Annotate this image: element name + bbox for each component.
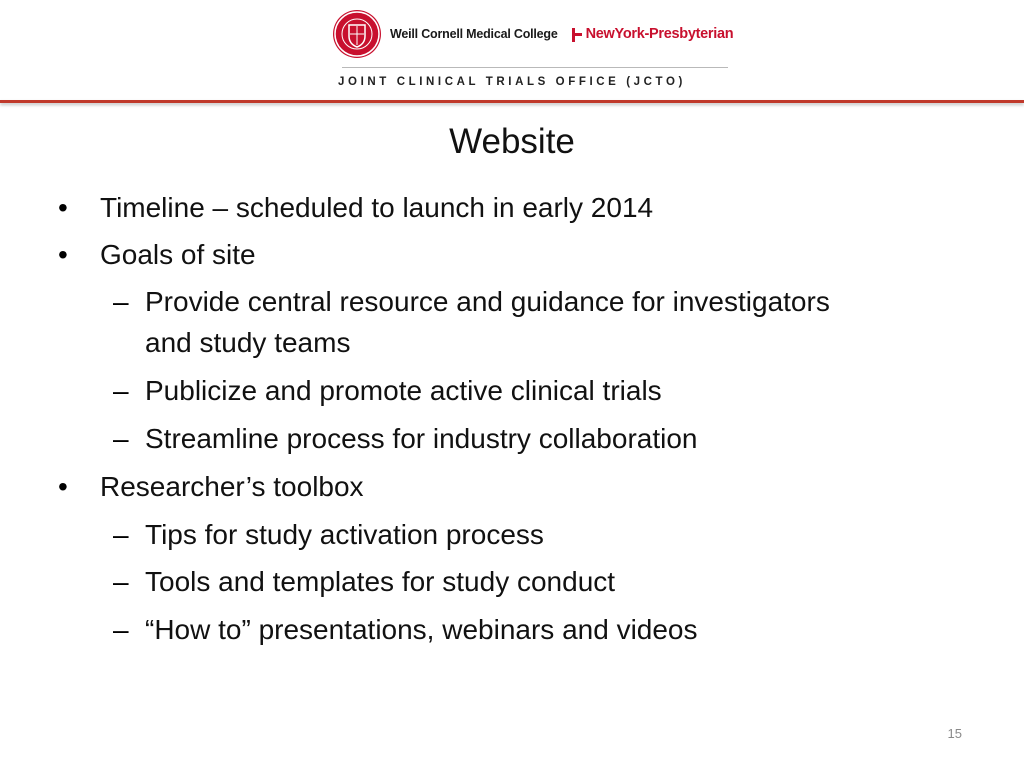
- bullet-icon: •: [58, 239, 68, 270]
- list-item-continuation: and study teams: [145, 327, 351, 358]
- dash-icon: –: [113, 614, 129, 645]
- dash-icon: –: [113, 286, 129, 317]
- list-item: Researcher’s toolbox: [100, 471, 364, 502]
- header-red-divider: [0, 100, 1024, 103]
- header-thin-divider: [342, 67, 728, 68]
- list-item: Publicize and promote active clinical trials: [145, 375, 662, 406]
- slide-header: [0, 0, 1024, 110]
- list-item: Provide central resource and guidance for investigators: [145, 286, 830, 317]
- institution-name: Weill Cornell Medical College: [390, 27, 558, 41]
- list-item: Timeline – scheduled to launch in early 2014: [100, 192, 654, 223]
- cornell-seal-icon: [333, 10, 381, 58]
- nyp-mark-icon: [570, 22, 584, 46]
- slide-title: Website: [449, 122, 575, 161]
- page-number: 15: [947, 726, 962, 741]
- list-item: Goals of site: [100, 239, 256, 270]
- list-item: “How to” presentations, webinars and videos: [145, 614, 698, 645]
- list-item: Tips for study activation process: [145, 519, 544, 550]
- dash-icon: –: [113, 375, 129, 406]
- dash-icon: –: [113, 423, 129, 454]
- office-name: JOINT CLINICAL TRIALS OFFICE (JCTO): [338, 76, 686, 88]
- hospital-name: NewYork-Presbyterian: [585, 26, 734, 42]
- dash-icon: –: [113, 566, 129, 597]
- bullet-icon: •: [58, 471, 68, 502]
- logo-row: [333, 8, 733, 60]
- dash-icon: –: [113, 519, 129, 550]
- list-item: Streamline process for industry collaboration: [145, 423, 698, 454]
- bullet-icon: •: [58, 192, 68, 223]
- list-item: Tools and templates for study conduct: [145, 566, 616, 597]
